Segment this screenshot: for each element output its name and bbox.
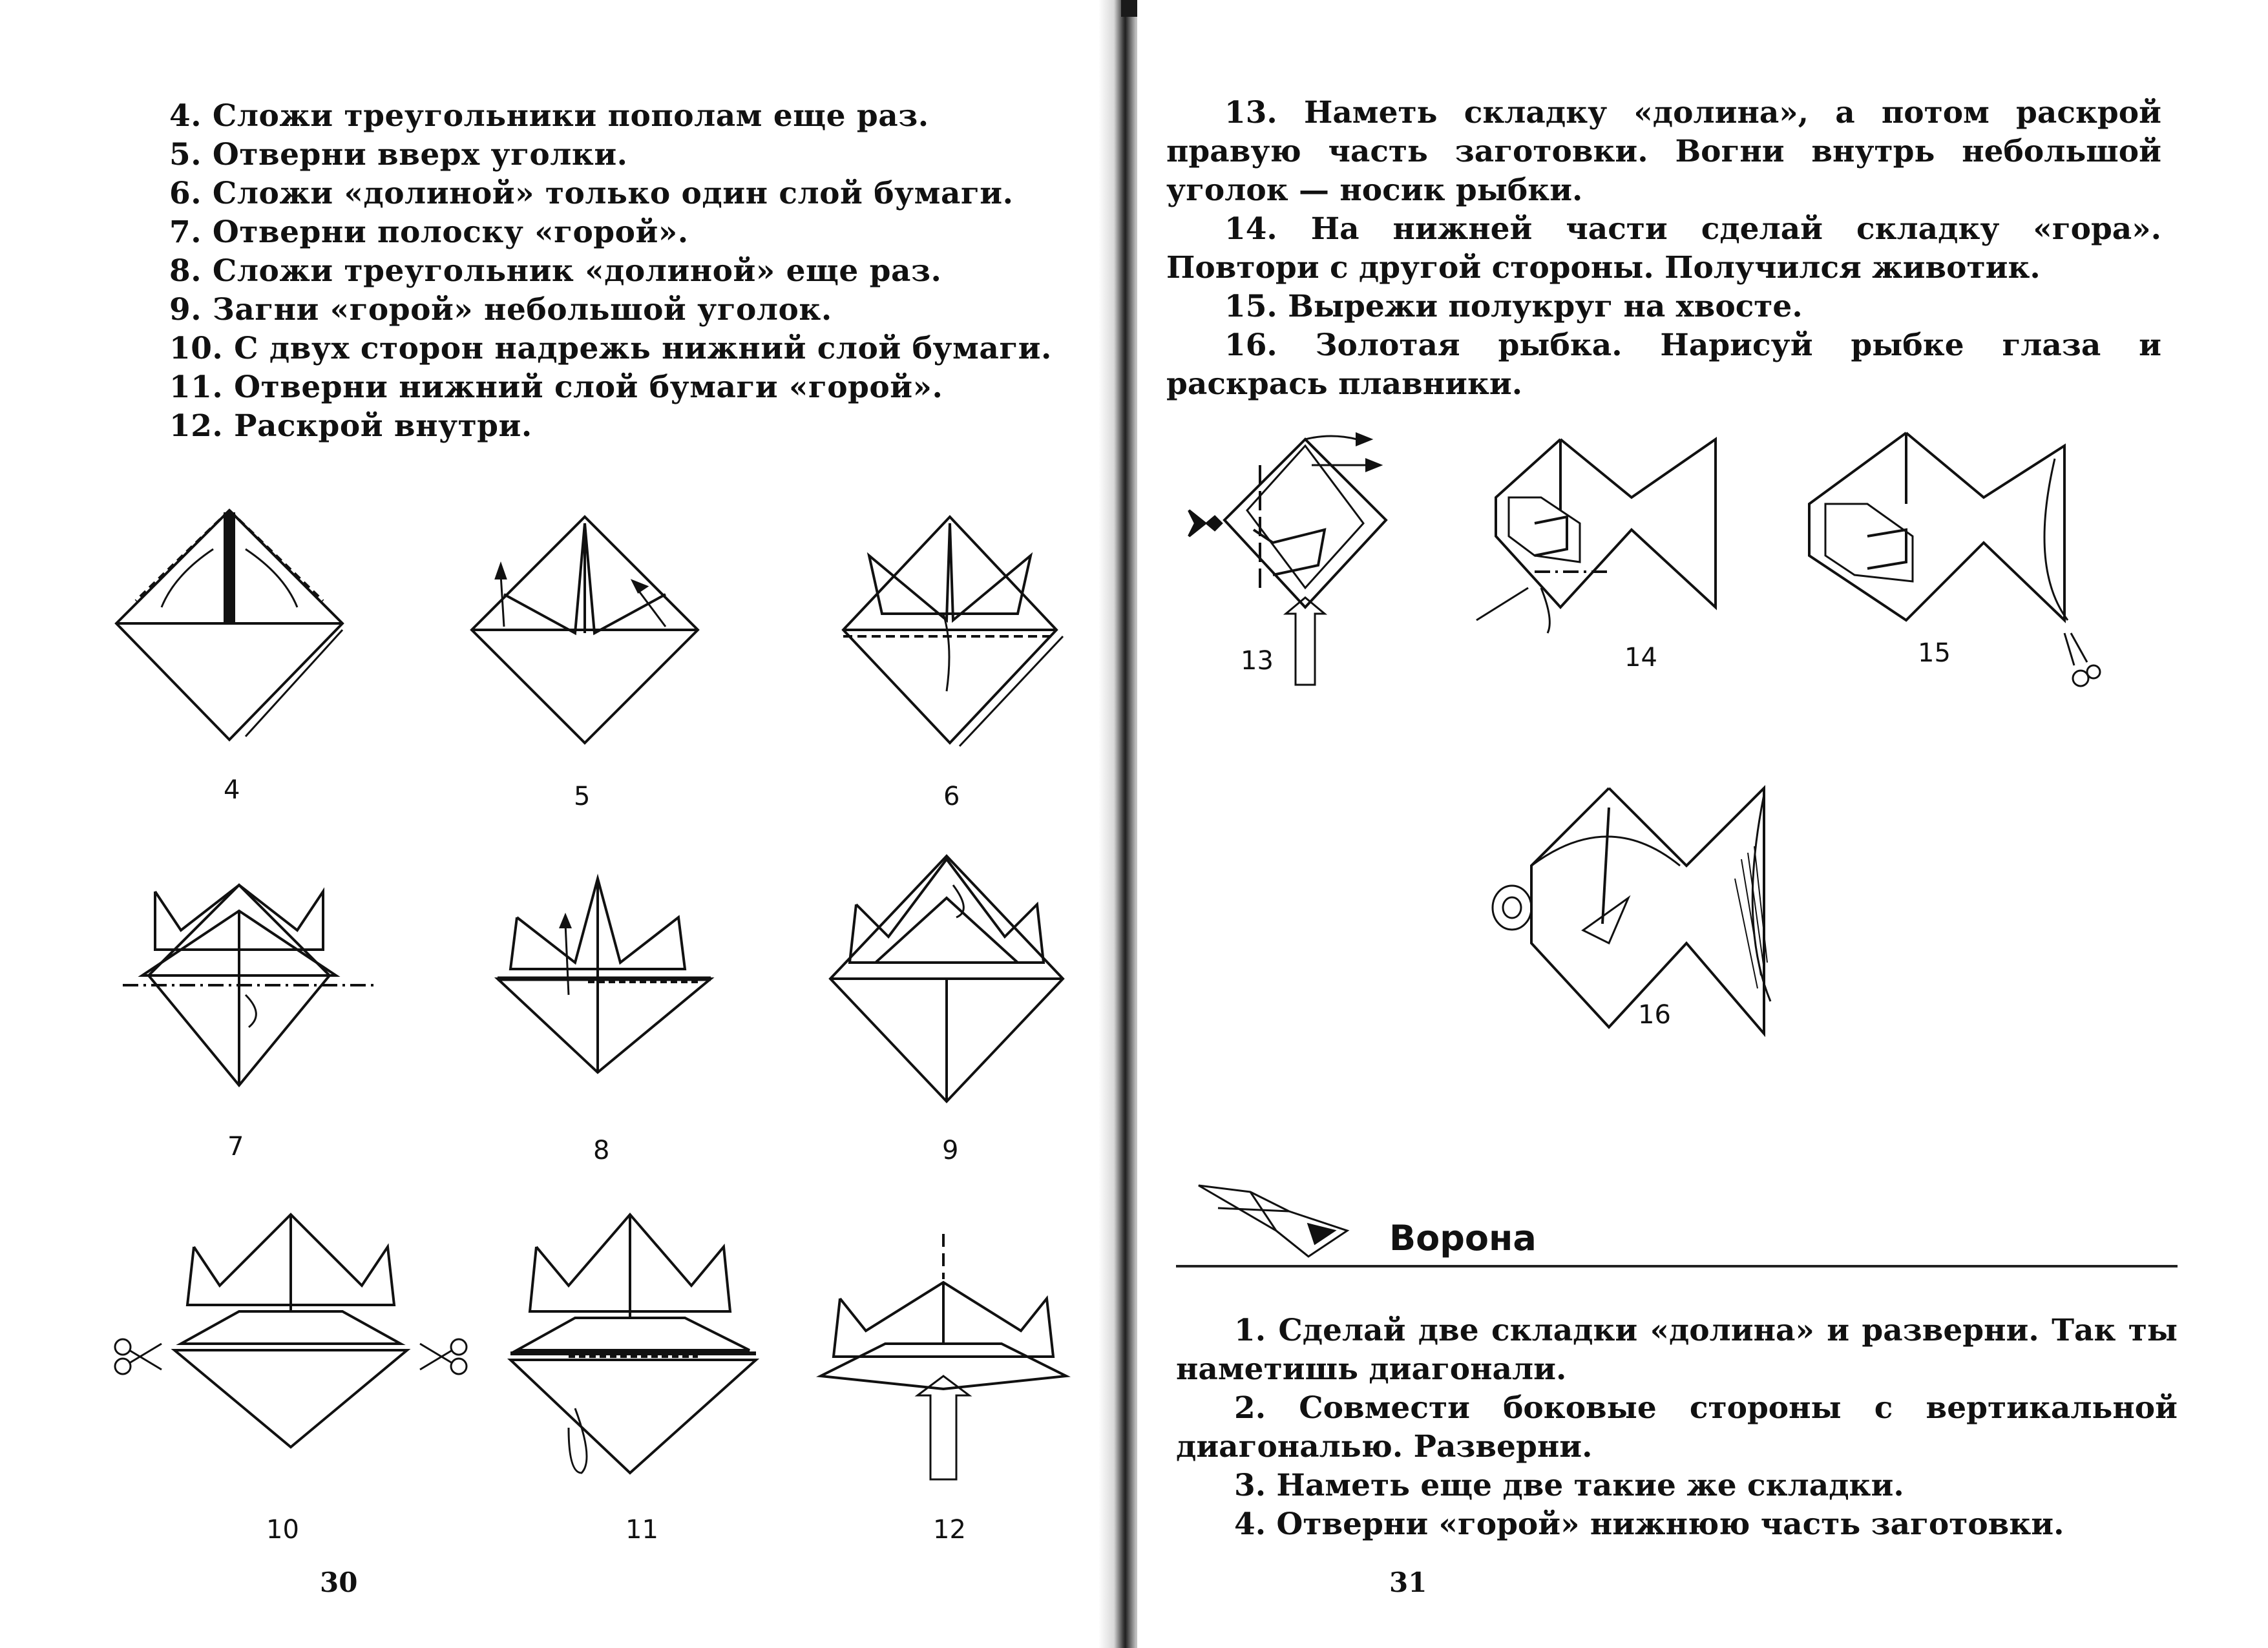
origami-crow-icon xyxy=(1199,1173,1360,1263)
paragraph-16 xyxy=(1166,326,2161,404)
fold-diagram-9 xyxy=(817,846,1076,1105)
figure-label-4: 4 xyxy=(224,775,240,805)
figure-label-12: 12 xyxy=(933,1515,966,1545)
crow-step-4 xyxy=(1176,1505,2178,1544)
crow-step-1 xyxy=(1176,1311,2178,1389)
crow-step-1-text: 1. Сделай две складки «долина» и разверни. Так ты наметишь диагонали. xyxy=(1176,1313,2178,1387)
figure-label-8: 8 xyxy=(593,1136,610,1165)
figure-label-6: 6 xyxy=(943,782,960,811)
step-text-10: 10. С двух сторон надрежь нижний слой бумаги. xyxy=(169,331,1052,366)
section-divider xyxy=(1176,1265,2178,1267)
step-text-7: 7. Отверни полоску «горой». xyxy=(169,214,689,250)
scissors-icon xyxy=(2064,633,2100,686)
scissors-icon xyxy=(115,1339,162,1374)
fold-diagram-12 xyxy=(814,1234,1073,1492)
figure-label-16: 16 xyxy=(1638,1000,1671,1030)
figure-label-5: 5 xyxy=(574,782,591,811)
fold-diagram-14 xyxy=(1483,426,1754,633)
paragraph-13 xyxy=(1166,94,2161,210)
paragraph-14-text: 14. На нижней части сделай складку «гора». Повтори с другой стороны. Получился животик. xyxy=(1166,211,2161,286)
crow-step-2-text: 2. Совмести боковые стороны с вертикальной диагональю. Разверни. xyxy=(1176,1390,2178,1465)
paragraph-13-text: 13. Наметь складку «долина», а потом раскрой правую часть заготовки. Вогни внутрь небольшой уголок — носик рыбки. xyxy=(1166,95,2161,208)
section-title: Ворона xyxy=(1389,1218,1537,1258)
fold-diagram-8 xyxy=(491,872,724,1085)
figure-label-15: 15 xyxy=(1918,638,1951,668)
fold-diagram-11 xyxy=(504,1215,762,1486)
step-text-11: 11. Отверни нижний слой бумаги «горой». xyxy=(169,370,943,405)
crow-step-3-text: 3. Наметь еще две такие же складки. xyxy=(1234,1468,1904,1503)
figure-label-14: 14 xyxy=(1624,643,1657,673)
page-number: 31 xyxy=(1389,1567,1427,1598)
figure-label-11: 11 xyxy=(625,1515,658,1545)
fold-diagram-5 xyxy=(465,510,711,756)
paragraph-16-text: 16. Золотая рыбка. Нарисуй рыбке глаза и раскрась плавники. xyxy=(1166,328,2161,402)
crow-step-4-text: 4. Отверни «горой» нижнюю часть заготовки. xyxy=(1234,1507,2064,1542)
fold-diagram-7 xyxy=(116,859,388,1098)
step-text-12: 12. Раскрой внутри. xyxy=(169,408,532,444)
step-text-8: 8. Сложи треугольник «долиной» еще раз. xyxy=(169,253,942,289)
figure-label-9: 9 xyxy=(942,1136,959,1165)
paragraph-15-text: 15. Вырежи полукруг на хвосте. xyxy=(1224,289,1803,324)
step-text-5: 5. Отверни вверх уголки. xyxy=(169,137,628,172)
paragraph-14 xyxy=(1166,210,2161,287)
fold-diagram-13 xyxy=(1176,426,1422,698)
page-number: 30 xyxy=(320,1567,358,1598)
step-text-4: 4. Сложи треугольники пополам еще раз. xyxy=(169,98,929,134)
figure-label-7: 7 xyxy=(227,1132,244,1162)
step-text-9: 9. Загни «горой» небольшой уголок. xyxy=(169,292,832,328)
fold-diagram-15 xyxy=(1790,426,2100,711)
crow-step-3 xyxy=(1176,1466,2178,1505)
scissors-icon xyxy=(420,1339,467,1374)
paragraph-15 xyxy=(1166,287,2161,326)
fold-diagram-4 xyxy=(116,510,349,756)
fold-diagram-6 xyxy=(837,510,1082,756)
left-page xyxy=(0,0,1111,1648)
figure-label-13: 13 xyxy=(1241,646,1274,676)
step-text-6: 6. Сложи «долиной» только один слой бумаги. xyxy=(169,176,1014,211)
fold-diagram-10 xyxy=(110,1215,472,1460)
right-page xyxy=(1137,0,2268,1648)
figure-label-10: 10 xyxy=(266,1515,299,1545)
crow-step-2 xyxy=(1176,1389,2178,1466)
